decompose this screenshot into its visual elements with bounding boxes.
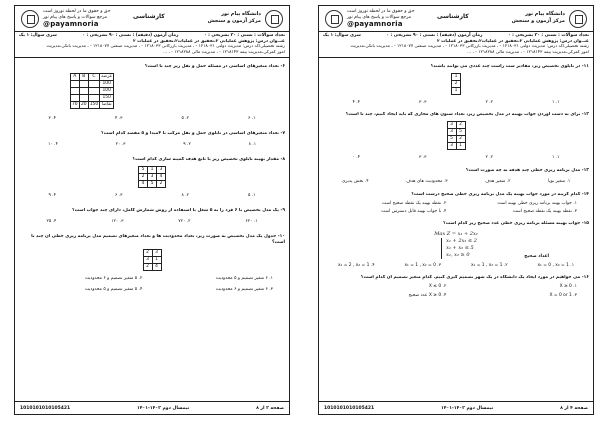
- option[interactable]: ۲. متغیر هدف: [485, 179, 511, 185]
- assignment-table-2: 2 3 3 1 2 4: [143, 249, 162, 271]
- field-codes: رشته تحصیلی/کد درس: مدیریت دولتی ۱۲۱۸۰۳۱ - ، مدیریت بازرگانی ۱۲۱۸۰۳۳ - ، مدیریت صنعتی ۱۲۱۸۰۷۷ - ، مدیریت بانکی،مدیریت: [350, 44, 589, 50]
- degree-level: کارشناسی: [133, 13, 165, 20]
- degree-level: کارشناسی: [437, 13, 469, 20]
- university-logo-icon: [265, 10, 283, 28]
- assignment-table: 1 2 1: [451, 73, 461, 95]
- exam-time: زمان آزمون (دقیقه) : تستی : ۹۰ تشریحی : ۰: [82, 33, 179, 38]
- option[interactable]: ۲. ۸: [181, 193, 190, 199]
- question-12: ۱۲- برای به دست آوردن جواب بهینه در مدل تخصیص زیر، تعداد ستون های مجازی که باید ایجاد کنیم، چند تا است؟: [345, 112, 589, 118]
- page-number: صفحه ۲ از ۸: [256, 405, 284, 411]
- option[interactable]: ۴. با جواب بهینه قابل دسترس است: [381, 209, 447, 215]
- exam-info: [15, 32, 289, 58]
- option[interactable]: ۳. نقطه بهینه یک نقطه صحیح است: [512, 209, 577, 215]
- options-q8: [19, 193, 285, 199]
- option[interactable]: ۲. ۷۲۰: [178, 219, 191, 225]
- question-11: ۱۱- در تابلوی تخصیص زیر، مقادیر ست راست چند عددی می توانند باشند؟: [430, 64, 589, 70]
- option[interactable]: ۲. ۲: [485, 100, 494, 106]
- question-7: ۷- تعداد متغیرهای اساسی در تابلوی حمل و نقل مرکب با ۴مبدا و ۵ مقصد کدام است؟: [101, 131, 285, 137]
- option[interactable]: ۴. ۴: [352, 100, 361, 106]
- exam-time: زمان آزمون (دقیقه) : تستی : ۹۰ تشریحی : ۰: [386, 33, 483, 38]
- option[interactable]: ۱. ۶: [248, 116, 256, 122]
- question-10: ۱۰- جدول یک مدل تخصیص به صورت زیر، تعداد محدودیت ها و تعداد متغیرهای تصمیم مدل برنامه ریزی خطی آن چند تا است؟: [31, 234, 285, 246]
- option[interactable]: ۳. ۴: [115, 116, 123, 122]
- question-count: تعداد سوالات : تستی : ۳۰ تشریحی : ۰: [508, 33, 589, 38]
- assignment-table: 5 1 3 2 3 4 4 5 2: [138, 166, 166, 188]
- option[interactable]: ۱. ۶ متغیر تصمیم و ۵ محدودیت: [215, 276, 273, 282]
- question-series: سری سوال: ۱ یک: [323, 33, 361, 38]
- page-footer: [15, 401, 289, 414]
- option[interactable]: ۱. x₁ = 0 , x₂ = 1: [537, 263, 575, 269]
- question-count: تعداد سوالات : تستی : ۳۰ تشریحی : ۰: [204, 33, 285, 38]
- question-13: ۱۳- مدل برنامه ریزی خطی چند هدفه به چه صورت است؟: [465, 168, 589, 174]
- question-9: ۹- یک مدل تخصیص با ۶ فرد را به ۵ شغل با استفاده از روش شمارش کامل، دارای چند جواب است؟: [72, 208, 285, 214]
- term: نیمسال دوم ۱۴۰۲-۱۴۰۱: [137, 405, 190, 411]
- option[interactable]: ۴. ۹: [48, 193, 57, 199]
- options-q13: [323, 179, 589, 185]
- questions: [319, 58, 593, 301]
- option[interactable]: ۴. ۰: [352, 155, 361, 161]
- option[interactable]: ۲. ۵ متغیر تصمیم و ۶ محدودیت: [84, 276, 143, 282]
- page-header: [319, 6, 593, 32]
- options-q10: [19, 276, 285, 293]
- option[interactable]: ۳. ۳: [419, 100, 427, 106]
- options-q12: [323, 155, 589, 161]
- exam-page-left: [14, 5, 290, 415]
- brand-watermark: @payamnoria: [43, 20, 99, 28]
- assignment-table-2: 3 2 3 5 5 2 3 1: [447, 121, 466, 150]
- option[interactable]: ۴. x₁ = 2 , x₂ = 1: [337, 263, 375, 269]
- option[interactable]: ۴. ۵ متغیر تصمیم و ۵ محدودیت: [84, 287, 143, 293]
- university-name: دانشگاه پیام نور مرکز آزمون و سنجش: [511, 11, 565, 24]
- university-logo-icon: [569, 10, 587, 28]
- option[interactable]: ۳. محدودیت های هدف: [406, 179, 448, 185]
- question-16: ۱۶- می خواهیم در مورد ایجاد یک دانشگاه در یک شهر تصمیم گیری کنیم. کدام متغیر تصمیم آن کدام است؟: [360, 275, 589, 281]
- options-q9: [19, 219, 285, 225]
- slogan: حق و حقوق ما در لحظه نوروز است مرجع سوالات و پاسخ های پیام نور: [43, 9, 111, 20]
- exam-code: 1010101010105421: [324, 405, 375, 411]
- option[interactable]: ۱. ۱: [552, 155, 560, 161]
- questions: [15, 58, 289, 295]
- options-q15: [323, 263, 589, 269]
- option[interactable]: ۲. نقطه بهینه یک نقطه صحیح است: [382, 201, 447, 207]
- option[interactable]: ۳. ۶ متغیر تصمیم و ۶ محدودیت: [215, 287, 273, 293]
- option[interactable]: ۱. ۶۲۰: [245, 219, 258, 225]
- option[interactable]: ۴. ۱۰: [47, 142, 58, 148]
- option[interactable]: ۳. ۱۲۰: [111, 219, 124, 225]
- option[interactable]: ۱. متغیر نوپا: [548, 179, 571, 185]
- integer-note: اعداد صحیح: [524, 254, 549, 260]
- constraints: x₁ + 2x₂ ≤ 2 x₁ + x₂ ≤ 5 x₁, x₂ ≥ 0: [441, 238, 477, 259]
- options-q16: [323, 284, 589, 299]
- options-q14: [323, 201, 589, 215]
- option[interactable]: ۲. ۲: [485, 155, 494, 161]
- question-series: سری سوال: ۱ یک: [19, 33, 57, 38]
- course-title: عنــوان درس: پژوهش عملیاتی ۲،تحقیق در عملیات۲،تحقیق در عملیات ۲: [132, 38, 285, 44]
- brand-logo-icon: [325, 10, 343, 28]
- brand-logo-icon: [21, 10, 39, 28]
- option[interactable]: ۴. بخش پذیری: [341, 179, 369, 185]
- option[interactable]: ۱. جواب بهینه برنامه ریزی خطی بهینه است: [497, 201, 577, 207]
- transport-table: A B C عرضه 100 100 150 70 20 150 تقاضا: [71, 74, 113, 108]
- options-q6: [19, 116, 285, 122]
- option[interactable]: ۲. ۹: [183, 142, 191, 148]
- option[interactable]: ۱. ۸: [248, 142, 257, 148]
- term: نیمسال دوم ۱۴۰۲-۱۴۰۱: [441, 405, 494, 411]
- brand-watermark: @payamnoria: [347, 20, 403, 28]
- page-header: [15, 6, 289, 32]
- exam-code: 1010101010105421: [20, 405, 71, 411]
- objective: Max Z = x₁ + 2x₂: [434, 231, 478, 238]
- question-6: ۶- تعداد متغیرهای اساسی در مسئله حمل و نقل زیر چند تا است؟: [144, 64, 285, 70]
- slogan: حق و حقوق ما در لحظه نوروز است مرجع سوالات و پاسخ های پیام نور: [347, 9, 415, 20]
- option[interactable]: ۳. x₁ = 1 , x₂ = 0: [404, 263, 442, 269]
- exam-page-right: [318, 5, 594, 415]
- option[interactable]: ۴. X ≥ 0 عدد صحیح: [408, 293, 447, 299]
- page-footer: [319, 401, 593, 414]
- option[interactable]: ۳. X = 0 or 1: [549, 293, 577, 299]
- option[interactable]: ۱. X ≥ 0: [559, 284, 577, 290]
- options-q7: [19, 142, 285, 148]
- option[interactable]: ۴. ۳: [48, 116, 57, 122]
- option[interactable]: ۲. X ≤ 0: [428, 284, 447, 290]
- exam-info: [319, 32, 593, 58]
- field-codes: رشته تحصیلی/کد درس: مدیریت دولتی ۱۲۱۸۰۳۱ - ، مدیریت بازرگانی ۱۲۱۸۰۳۳ - ، مدیریت صنعتی ۱۲۱۸۰۷۷ - ، مدیریت بانکی،مدیریت: [46, 44, 285, 50]
- field-codes-2: امور گمرکی،مدیریت بیمه ۱۲۱۸۱۴۳ - ، مدیریت مالی ۱۲۱۸۲۸۸ - ، ...: [163, 49, 285, 55]
- option[interactable]: ۲. ۵: [181, 116, 190, 122]
- option[interactable]: ۳. ۳: [419, 155, 427, 161]
- option[interactable]: ۱. ۱: [552, 100, 560, 106]
- option[interactable]: ۴. ۲۵: [46, 219, 57, 225]
- option[interactable]: ۲. x₁ = 1 , x₂ = 1: [470, 263, 508, 269]
- option[interactable]: ۱. ۵: [248, 193, 256, 199]
- question-14: ۱۴- کدام گزینه در مورد جواب بهینه یک مدل برنامه ریزی خطی صحیح درست است؟: [411, 192, 589, 198]
- options-q11: [323, 100, 589, 106]
- course-title: عنــوان درس: پژوهش عملیاتی ۲،تحقیق در عملیات۲،تحقیق در عملیات ۲: [436, 38, 589, 44]
- option[interactable]: ۳. ۲۰: [115, 142, 126, 148]
- question-8: ۸- مقدار بهینه تابلوی تخصیص زیر با تابع هدف کمینه سازی کدام است؟: [132, 157, 285, 163]
- option[interactable]: ۳. ۶: [115, 193, 123, 199]
- university-name: دانشگاه پیام نور مرکز آزمون و سنجش: [207, 11, 261, 24]
- question-15: ۱۵- جواب بهینه مسئله برنامه ریزی خطی عدد صحیح زیر کدام است؟: [443, 221, 589, 227]
- field-codes-2: امور گمرکی،مدیریت بیمه ۱۲۱۸۱۴۳ - ، مدیریت مالی ۱۲۱۸۲۸۸ - ، ...: [467, 49, 589, 55]
- page-number: صفحه ۴ از ۸: [560, 405, 588, 411]
